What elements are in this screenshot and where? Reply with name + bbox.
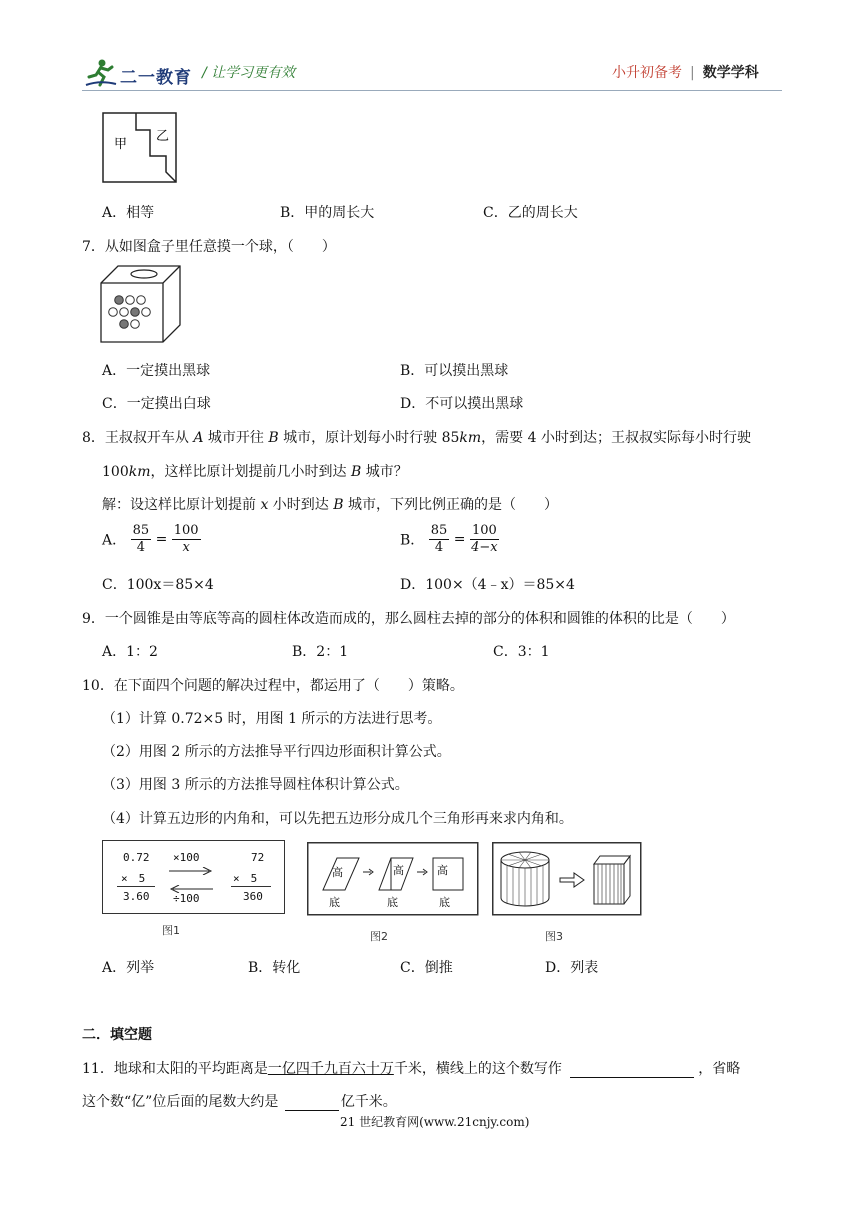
q8-city-b: B — [333, 497, 344, 513]
fig2-height-label: 高 — [393, 864, 404, 877]
fraction — [429, 523, 450, 556]
fig1-left-rule — [117, 886, 155, 887]
q8-option-a — [102, 523, 201, 556]
q8-text: 解：设这样比原计划提前 — [102, 497, 261, 513]
q10-item-3: （3）用图 3 所示的方法推导圆柱体积计算公式。 — [102, 777, 409, 793]
q9-stem: 9．一个圆锥是由等底等高的圆柱体改造而成的，那么圆柱去掉的部分的体积和圆锥的体积的比是（ ） — [82, 611, 735, 627]
fig1-right-mid: × 5 — [233, 872, 258, 885]
header-category: 小升初备考 — [612, 65, 682, 81]
q10-item-2: （2）用图 2 所示的方法推导平行四边形面积计算公式。 — [102, 744, 451, 760]
fraction — [470, 523, 499, 556]
denominator: 4 — [434, 540, 444, 555]
q8-option-b — [400, 523, 499, 556]
option-label: A． — [102, 532, 127, 549]
q8-text: 小时到达 — [268, 497, 334, 513]
fig2-base-label: 底 — [329, 896, 340, 909]
denominator: 4−x — [471, 540, 498, 555]
section-title: 二．填空题 — [82, 1027, 152, 1043]
figure-1 — [102, 840, 285, 914]
q8-text: 城市开往 — [203, 430, 269, 446]
q6-label-jia: 甲 — [114, 137, 128, 152]
q10-item-1: （1）计算 0.72×5 时，用图 1 所示的方法进行思考。 — [102, 711, 442, 727]
q8-text: 100 — [102, 464, 129, 480]
q8-option-c: C．100x＝85×4 — [102, 577, 214, 593]
header-subject: 数学学科 — [702, 65, 759, 81]
q8-text: 8．王叔叔开车从 — [82, 430, 194, 446]
option-label: B． — [400, 532, 425, 549]
right-arrow-icon — [169, 867, 213, 875]
q11-text: 这个数“亿”位后面的尾数大约是 — [82, 1094, 279, 1110]
q8-variable: x — [260, 497, 269, 513]
q11-answer-blank-1[interactable] — [570, 1063, 694, 1078]
header-logo — [84, 58, 192, 88]
q8-city-b: B — [268, 430, 279, 446]
q10-item-4: （4）计算五边形的内角和，可以先把五边形分成几个三角形再来求内角和。 — [102, 811, 573, 827]
q8-stem-line1 — [82, 427, 751, 447]
header-separator: | — [690, 65, 695, 81]
q8-unit: km — [459, 430, 482, 446]
q8-option-d: D．100×（4﹣x）＝85×4 — [400, 577, 575, 593]
q6-option-b: B．甲的周长大 — [280, 205, 375, 221]
fig2-height-label: 高 — [332, 866, 343, 879]
q9-option-b: B．2：1 — [292, 644, 349, 660]
fig1-left-mid: × 5 — [121, 872, 146, 885]
q11-text: 11．地球和太阳的平均距离是 — [82, 1061, 268, 1077]
figure-1-caption: 图1 — [162, 924, 180, 937]
q8-text: 城市，原计划每小时行驶 85 — [278, 430, 460, 446]
q8-unit: km — [128, 464, 151, 480]
q9-option-a: A．1：2 — [102, 644, 158, 660]
numerator: 85 — [430, 523, 448, 538]
numerator: 85 — [132, 523, 150, 538]
q8-text: 城市，下列比例正确的是（ ） — [343, 497, 559, 513]
brand-name: 二一教育 — [120, 68, 192, 88]
q11-line1 — [82, 1058, 740, 1078]
fig1-right-rule — [231, 886, 271, 887]
denominator: 4 — [136, 540, 145, 555]
numerator: 100 — [173, 523, 199, 538]
fig1-right-bot: 360 — [243, 890, 263, 903]
figure-3 — [492, 842, 642, 916]
numerator: 100 — [471, 523, 497, 538]
q6-label-yi: 乙 — [156, 129, 170, 144]
q7-option-a: A．一定摸出黑球 — [102, 363, 211, 379]
fig1-arrow-bot-label: ÷100 — [173, 892, 200, 905]
figure-3-caption: 图3 — [545, 930, 563, 943]
q11-answer-blank-2[interactable] — [285, 1096, 339, 1111]
header-rule — [82, 90, 782, 91]
figure-2-caption: 图2 — [370, 930, 388, 943]
fig2-height-label: 高 — [437, 864, 448, 877]
fraction — [172, 523, 201, 556]
q10-stem: 10．在下面四个问题的解决过程中，都运用了（ ）策略。 — [82, 678, 464, 694]
q8-city-b: B — [350, 464, 362, 480]
q7-ball-box-figure — [100, 265, 182, 343]
q8-text: 城市？ — [361, 464, 408, 480]
q9-option-c: C．3：1 — [493, 644, 550, 660]
fraction — [131, 523, 152, 556]
q8-text: ，这样比原计划提前几小时到达 — [150, 464, 351, 480]
fig1-arrow-top-label: ×100 — [173, 851, 200, 864]
q11-text: 千米，横线上的这个数写作 — [393, 1061, 562, 1077]
q8-text: ，需要 4 小时到达；王叔叔实际每小时行驶 — [481, 430, 751, 446]
fig2-base-label: 底 — [439, 896, 450, 909]
q11-underlined-number: 一亿四千九百六十万 — [267, 1061, 394, 1077]
figure-2 — [307, 842, 479, 916]
equals-sign: = — [453, 531, 466, 548]
q10-option-b: B．转化 — [248, 960, 301, 976]
q11-line2 — [82, 1091, 397, 1111]
denominator: x — [182, 540, 190, 555]
fig1-left-bot: 3.60 — [123, 890, 150, 903]
equals-sign: = — [155, 531, 168, 548]
q8-solution — [102, 494, 558, 514]
q8-city-a: A — [193, 430, 204, 446]
runner-logo-icon — [84, 58, 118, 88]
footer-text: 21 世纪教育网(www.21cnjy.com) — [340, 1115, 530, 1129]
header-slogan: / 让学习更有效 — [202, 65, 296, 81]
q6-option-c: C．乙的周长大 — [483, 205, 578, 221]
fig1-right-top: 72 — [251, 851, 265, 864]
q7-stem: 7．从如图盒子里任意摸一个球，（ ） — [82, 239, 336, 255]
q11-text: 亿千米。 — [340, 1094, 397, 1110]
q7-option-d: D．不可以摸出黑球 — [400, 396, 524, 412]
header-right — [612, 62, 759, 82]
q11-text: ，省略 — [698, 1061, 741, 1077]
q10-option-a: A．列举 — [102, 960, 155, 976]
q7-option-b: B．可以摸出黑球 — [400, 363, 509, 379]
q10-option-c: C．倒推 — [400, 960, 453, 976]
fig1-left-top: 0.72 — [123, 851, 150, 864]
q10-option-d: D．列表 — [545, 960, 599, 976]
q8-stem-line2 — [102, 461, 408, 481]
q6-figure — [102, 112, 178, 184]
fig2-base-label: 底 — [387, 896, 398, 909]
q7-option-c: C．一定摸出白球 — [102, 396, 211, 412]
q6-option-a: A．相等 — [102, 205, 155, 221]
